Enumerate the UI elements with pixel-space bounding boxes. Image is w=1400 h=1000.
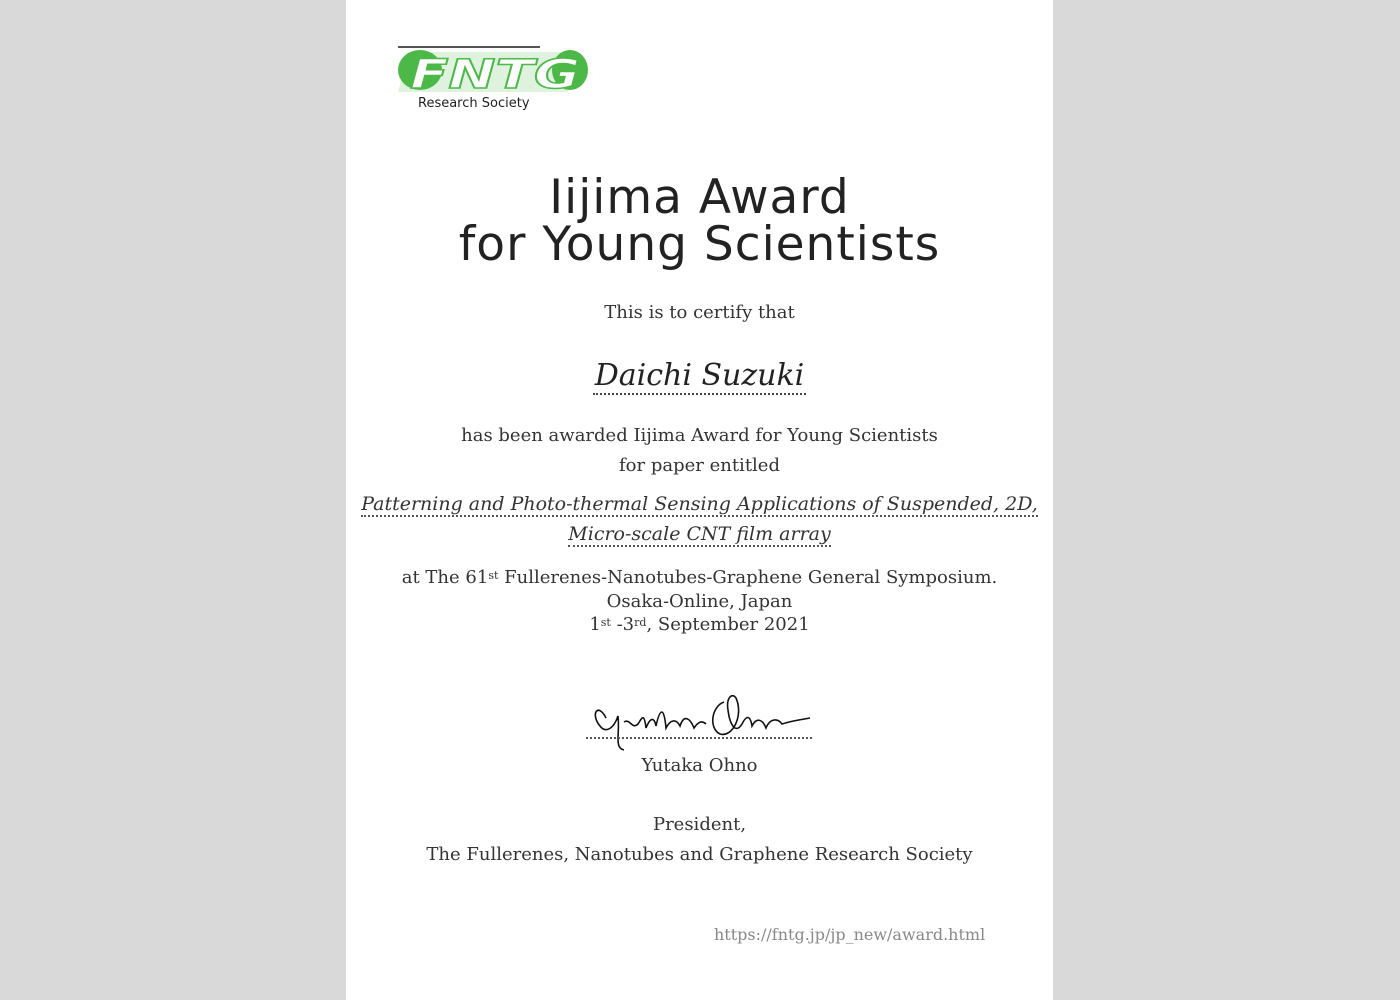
fntg-logo [390,40,590,116]
event-location: Osaka-Online, Japan [606,591,793,612]
date-suffix: , September 2021 [646,614,810,635]
signer-organization: The Fullerenes, Nanotubes and Graphene Research Society [426,844,973,865]
award-title-line2: for Young Scientists [458,217,941,272]
paper-title-line2-block [346,522,1053,546]
date-mid: -3 [610,614,635,635]
date-end-ordinal: rd [634,616,647,629]
award-url[interactable]: https://fntg.jp/jp_new/award.html [714,925,986,944]
for-paper-text: for paper entitled [619,455,780,476]
recipient-name: Daichi Suzuki [594,358,805,393]
date-start-ordinal: st [600,616,611,629]
event-prefix: at The 61 [401,567,489,588]
date-start: 1 [589,614,601,635]
event-suffix: Fullerenes-Nanotubes-Graphene General Symposium. [498,567,998,588]
paper-title-line1: Patterning and Photo-thermal Sensing Applications of Suspended, 2D, [361,493,1038,515]
event-line [346,566,1053,590]
logo-text: FNTG [410,52,580,98]
signer-title: President, [652,814,747,835]
event-date [346,613,1053,637]
certificate-sheet [346,0,1053,1000]
awarded-text: has been awarded Iijima Award for Young Scientists [461,425,938,446]
handwritten-signature [584,688,816,758]
paper-title-line1-block [346,492,1053,516]
paper-title-line2: Micro-scale CNT film array [568,523,831,545]
signer-name: Yutaka Ohno [641,755,758,776]
event-ordinal: st [488,569,499,582]
certify-text: This is to certify that [604,302,795,323]
logo-subtext: Research Society [418,96,530,111]
recipient-name-block [346,358,1053,393]
award-title-line1: Iijima Award [549,170,850,225]
signature-line [586,737,812,739]
